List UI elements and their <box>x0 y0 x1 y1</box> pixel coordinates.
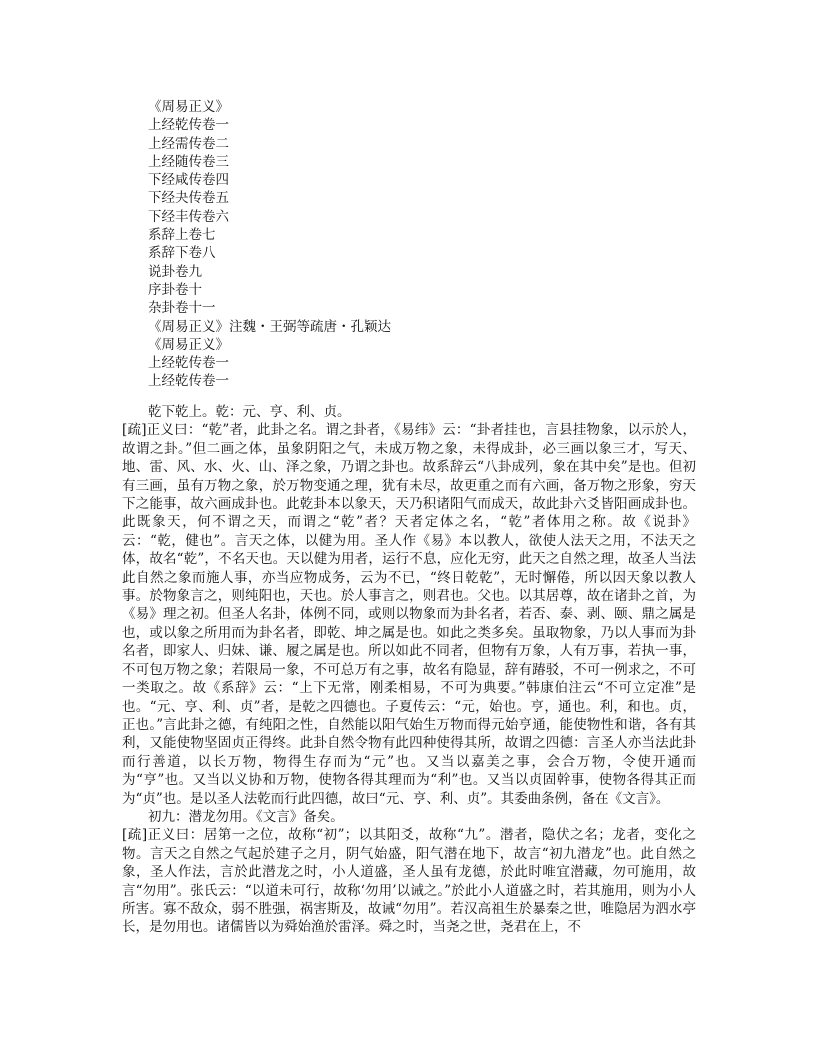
table-of-contents <box>148 98 391 391</box>
line-statement: 初九：潜龙勿用。《文言》备矣。 <box>148 808 344 825</box>
toc-line: 上经需传卷二 <box>148 135 229 152</box>
toc-line: 《周易正义》 <box>148 99 229 115</box>
toc-line: 下经夬传卷五 <box>148 190 229 207</box>
toc-line: 杂卦卷十一 <box>148 300 216 317</box>
toc-line: 说卦卷九 <box>148 263 202 280</box>
toc-line: 上经乾传卷一 <box>148 373 229 390</box>
toc-line: 上经随传卷三 <box>148 153 229 170</box>
toc-line: 系辞上卷七 <box>148 227 216 244</box>
toc-line: 《周易正义》注魏・王弼等疏唐・孔颖达 <box>148 318 391 335</box>
toc-line: 《周易正义》 <box>148 336 229 353</box>
commentary-paragraph: [疏]正义曰：“乾”者，此卦之名。谓之卦者，《易纬》云：“卦者挂也，言县挂物象，以示於人，故谓之卦。”但二画之体，虽象阴阳之气，未成万物之象，未得成卦，必三画以象三才，写天、地、雷、风、水、火、山、泽之象，乃谓之卦也。故系辞云“八卦成列，象在其中矣”是也。但初有三画，虽有万物之象，於万物变通之理，犹有未尽，故更重之而有六画，备万物之形象，穷天下之能事，故六画成卦也。此乾卦本以象天，天乃积诸阳气而成天，故此卦六爻皆阳画成卦也。此既象天，何不谓之天，而谓之“乾”者？天者定体之名，“乾”者体用之称。故《说卦》云：“乾，健也”。言天之体，以健为用。圣人作《易》本以教人，欲使人法天之用，不法天之体，故名“乾”，不名天也。天以健为用者，运行不息，应化无穷，此天之自然之理，故圣人当法此自然之象而施人事，亦当应物成务，云为不已，“终日乾乾”，无时懈倦，所以因天象以教人事。於物象言之，则纯阳也，天也。於人事言之，则君也。父也。以其居尊，故在诸卦之首，为《易》理之初。但圣人名卦，体例不同，或则以物象而为卦名者，若否、泰、剥、颐、鼎之属是也，或以象之所用而为卦名者，即乾、坤之属是也。如此之类多矣。虽取物象，乃以人事而为卦名者，即家人、归妹、谦、履之属是也。所以如此不同者，但物有万象，人有万事，若执一事，不可包万物之象；若限局一象，不可总万有之事，故名有隐显，辞有踳驳，不可一例求之，不可一类取之。故《系辞》云：“上下无常，刚柔相易，不可为典要。”韩康伯注云“不可立定准”是也。“元、亨、利、贞”者，是乾之四德也。子夏传云：“元，始也。亨，通也。利，和也。贞，正也。”言此卦之德，有纯阳之性，自然能以阳气始生万物而得元始亨通，能使物性和谐，各有其利，又能使物坚固贞正得终。此卦自然令物有此四种使得其所，故谓之四德：言圣人亦当法此卦而行善道，以长万物，物得生存而为“元”也。又当以嘉美之事，会合万物，令使开通而为“亨”也。又当以义协和万物，使物各得其理而为“利”也。又当以贞固幹事，使物各得其正而为“贞”也。是以圣人法乾而行此四德，故曰“元、亨、利、贞”。其委曲条例，备在《文言》。 <box>122 422 696 807</box>
toc-line: 上经乾传卷一 <box>148 117 229 134</box>
toc-line: 系辞下卷八 <box>148 245 216 262</box>
body-text <box>122 403 696 937</box>
toc-line: 下经丰传卷六 <box>148 208 229 225</box>
commentary-paragraph: [疏]正义曰：居第一之位，故称“初”；以其阳爻，故称“九”。潜者，隐伏之名；龙者，变化之物。言天之自然之气起於建子之月，阴气始盛，阳气潜在地下，故言“初九潜龙”也。此自然之象，圣人作法，言於此潜龙之时，小人道盛，圣人虽有龙德，於此时唯宜潜藏，勿可施用，故言“勿用”。张氏云：“以道未可行，故称‘勿用’以诫之。”於此小人道盛之时，若其施用，则为小人所害。寡不敌众，弱不胜强，祸害斯及，故诫“勿用”。若汉高祖生於暴秦之世，唯隐居为泗水亭长，是勿用也。诸儒皆以为舜始渔於雷泽。舜之时，当尧之世，尧君在上，不 <box>122 827 696 936</box>
toc-line: 序卦卷十 <box>148 281 202 298</box>
hexagram-heading: 乾下乾上。乾：元、亨、利、贞。 <box>148 404 351 420</box>
toc-line: 上经乾传卷一 <box>148 355 229 372</box>
toc-line: 下经咸传卷四 <box>148 172 229 189</box>
